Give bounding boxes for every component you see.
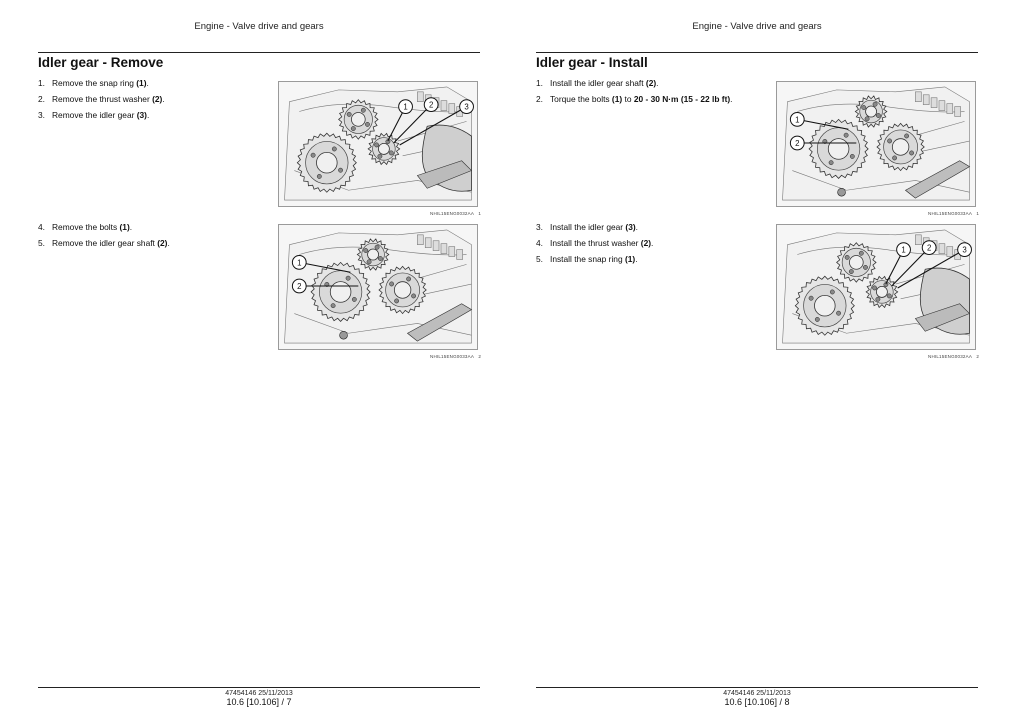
running-head: Engine - Valve drive and gears	[194, 21, 324, 32]
hand-icon	[417, 125, 471, 191]
step-list	[536, 75, 732, 107]
callout-label: 2	[297, 281, 302, 291]
figure-caption: NHIL15ENG0032AA 2	[928, 354, 980, 359]
idler-gear-icon	[379, 266, 426, 313]
figure-idler-gear-removal-1	[278, 81, 478, 207]
step-item: 3. Install the idler gear (3).	[536, 222, 638, 232]
figure-idler-gear-removal-2	[278, 224, 478, 350]
step-item: 4. Install the thrust washer (2).	[536, 238, 654, 248]
step-item: 5. Install the snap ring (1).	[536, 254, 638, 264]
step-item: 1. Install the idler gear shaft (2).	[536, 78, 659, 88]
callout-label: 1	[795, 115, 800, 125]
figure-caption: NHIL15ENG0033AA 2	[430, 354, 482, 359]
step-item: 5. Remove the idler gear shaft (2).	[38, 238, 170, 248]
footer-document-id: 47454146 25/11/2013	[225, 690, 293, 697]
step-list	[38, 75, 165, 123]
footer-document-id: 47454146 25/11/2013	[723, 690, 791, 697]
figure-caption: NHIL15ENG0033AA 1	[928, 211, 980, 216]
figure-idler-gear-install-2	[776, 224, 976, 350]
hand-icon	[915, 268, 969, 334]
footer-rule	[536, 687, 978, 688]
page-right	[536, 0, 978, 725]
header-rule	[38, 52, 480, 53]
callout-label: 2	[428, 100, 434, 110]
step-item: 2. Remove the thrust washer (2).	[38, 94, 165, 104]
step-item: 4. Remove the bolts (1).	[38, 222, 133, 232]
callout-label: 1	[901, 245, 906, 255]
footer-rule	[38, 687, 480, 688]
page-left	[38, 0, 480, 725]
callout-label: 1	[403, 102, 408, 112]
idler-gear-icon	[877, 123, 924, 170]
callout-label: 1	[297, 258, 302, 268]
callout-label: 2	[926, 243, 932, 253]
callout-label: 2	[795, 138, 800, 148]
running-head: Engine - Valve drive and gears	[692, 21, 822, 32]
step-list	[38, 219, 170, 251]
step-item: 3. Remove the idler gear (3).	[38, 110, 150, 120]
footer-page-number: 10.6 [10.106] / 7	[226, 697, 292, 707]
section-title: Idler gear - Install	[536, 55, 648, 70]
figure-idler-gear-install-1	[776, 81, 976, 207]
figure-caption: NHIL15ENG0032AA 1	[430, 211, 482, 216]
footer-page-number: 10.6 [10.106] / 8	[724, 697, 790, 707]
step-item: 2. Torque the bolts (1) to 20 - 30 N·m (15 - 22 lb ft).	[536, 94, 733, 104]
header-rule	[536, 52, 978, 53]
section-title: Idler gear - Remove	[38, 55, 164, 70]
callout-label: 3	[962, 245, 967, 255]
step-item: 1. Remove the snap ring (1).	[38, 78, 149, 88]
callout-label: 3	[464, 102, 469, 112]
step-list	[536, 219, 653, 267]
